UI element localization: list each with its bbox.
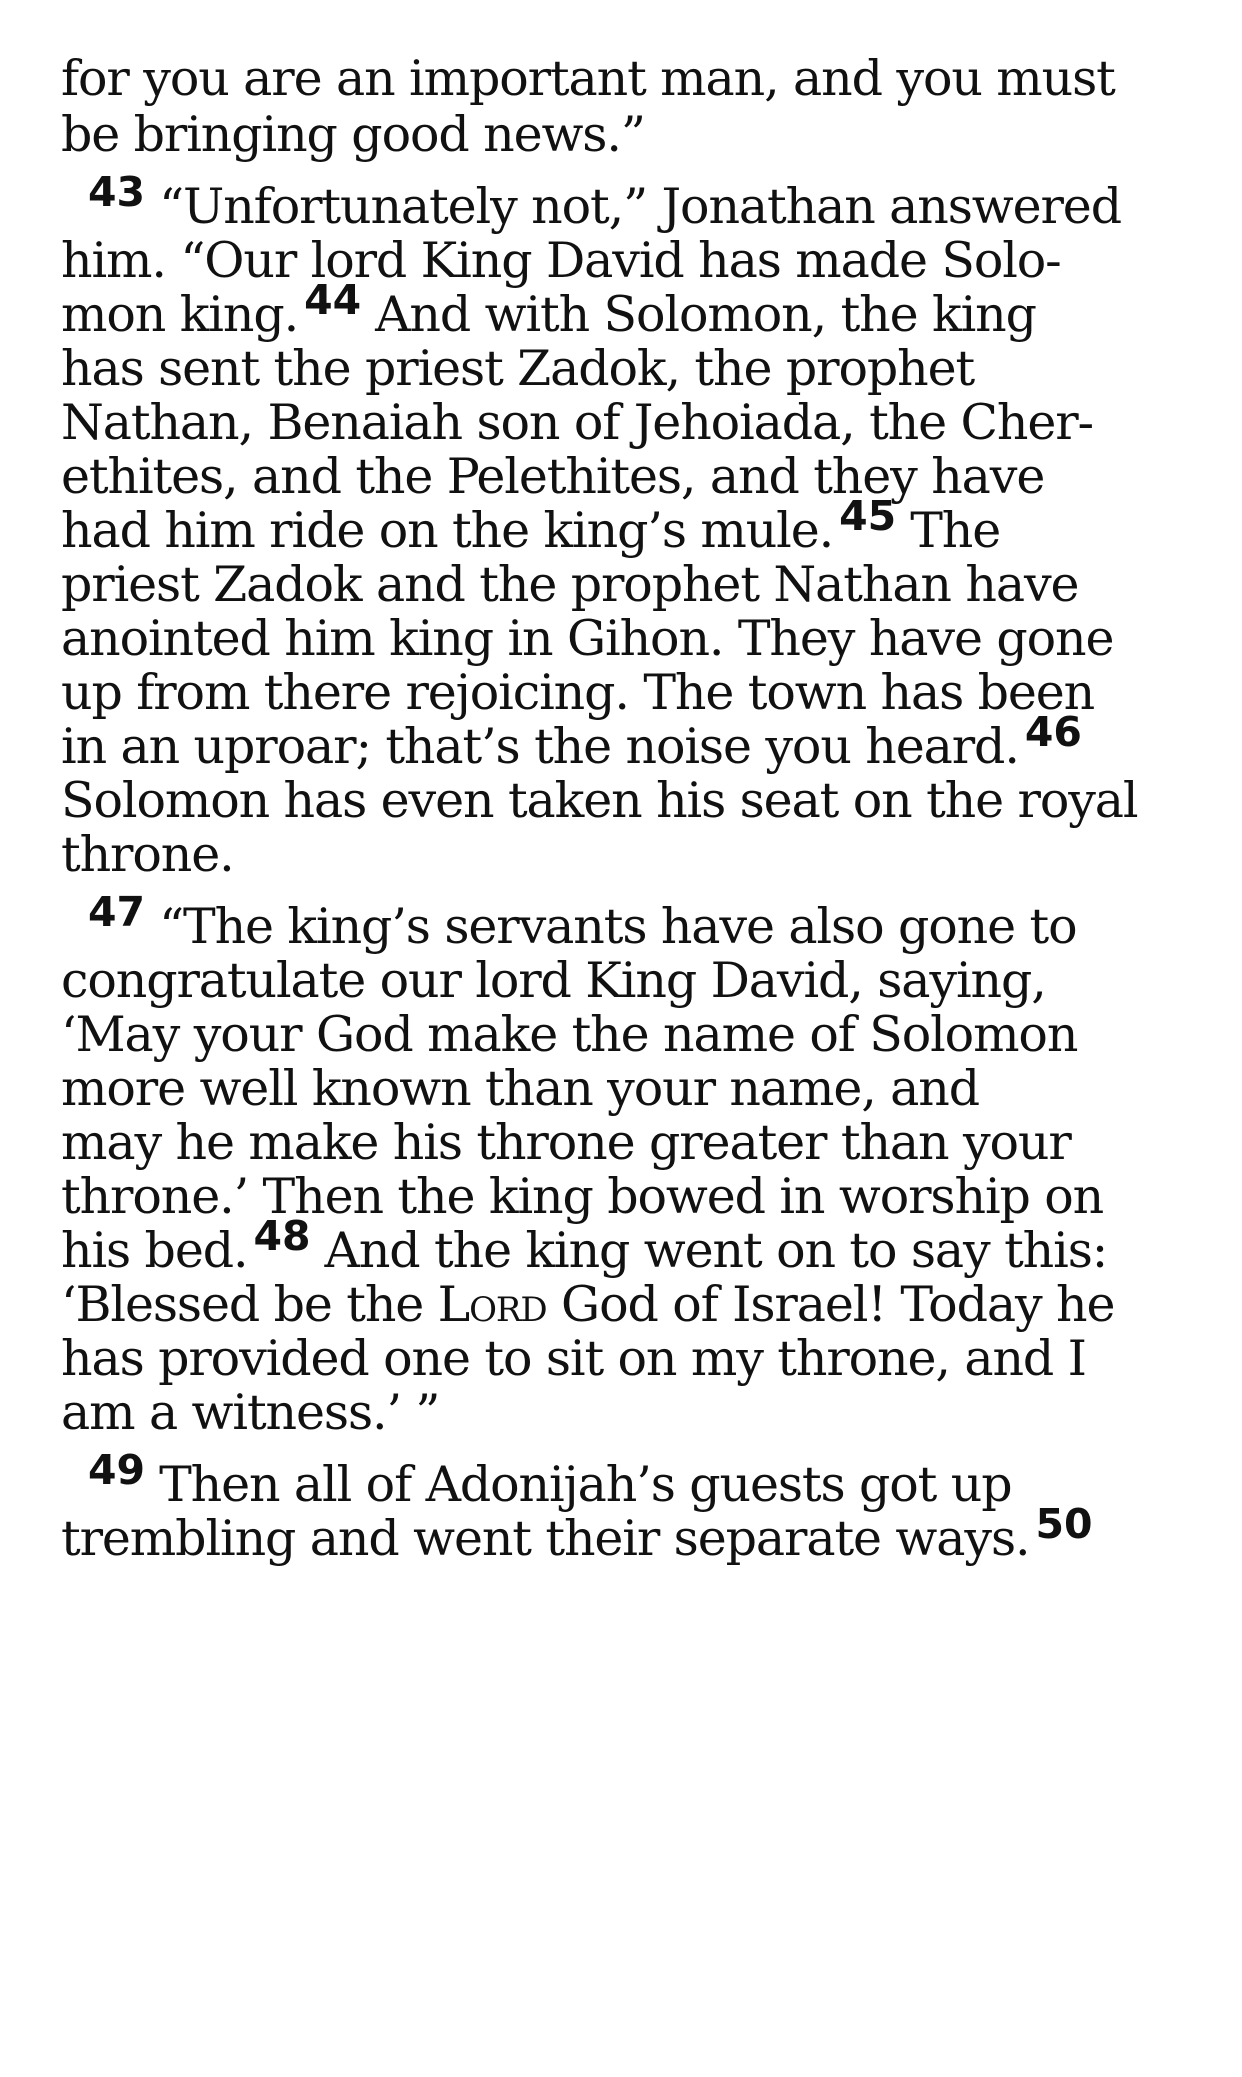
divine-name: Lord bbox=[437, 1276, 547, 1333]
text-line: in an uproar; that’s the noise you heard. $^{46}$ bbox=[61, 708, 1082, 775]
text-line: trembling and went their separate ways. $^{50}$ bbox=[61, 1500, 1093, 1567]
text-line: $^{43}$ “Unfortunately not,” Jonathan answered bbox=[88, 168, 1121, 235]
text-line: $^{49}$ Then all of Adonijah’s guests got up bbox=[88, 1446, 1012, 1513]
text-line: for you are an important man, and you must bbox=[61, 50, 1115, 107]
text-line: anointed him king in Gihon. They have gone bbox=[61, 610, 1114, 667]
text-line: up from there rejoicing. The town has been bbox=[61, 664, 1095, 721]
scripture-page bbox=[61, 0, 1191, 2077]
text-line: has sent the priest Zadok, the prophet bbox=[61, 340, 975, 397]
verse-number: 50 bbox=[1035, 1500, 1093, 1548]
text-line: throne.’ Then the king bowed in worship on bbox=[61, 1168, 1104, 1225]
text-line: his bed. $^{48}$ And the king went on to say this: bbox=[61, 1212, 1108, 1279]
text-line: more well known than your name, and bbox=[61, 1060, 980, 1117]
text-line: am a witness.’ ” bbox=[61, 1384, 440, 1441]
text-line: him. “Our lord King David has made Solo- bbox=[61, 232, 1061, 289]
text-line: ‘May your God make the name of Solomon bbox=[61, 1006, 1078, 1063]
text-line: has provided one to sit on my throne, and I bbox=[61, 1330, 1086, 1387]
text-line: throne. bbox=[61, 826, 234, 883]
text-line: priest Zadok and the prophet Nathan have bbox=[61, 556, 1079, 613]
text-line: had him ride on the king’s mule. $^{45}$ The bbox=[61, 492, 1001, 559]
text-line: ethites, and the Pelethites, and they have bbox=[61, 448, 1045, 505]
verse-number: 48 bbox=[253, 1212, 311, 1260]
verse-number: 45 bbox=[839, 492, 897, 540]
text-line: congratulate our lord King David, saying, bbox=[61, 952, 1046, 1009]
verse-number: 46 bbox=[1024, 708, 1082, 756]
verse-number: 43 bbox=[88, 168, 146, 216]
text-line: Nathan, Benaiah son of Jehoiada, the Cher- bbox=[61, 394, 1094, 451]
text-line: ‘Blessed be the Lord God of Israel! Today he bbox=[61, 1276, 1115, 1333]
verse-number: 49 bbox=[88, 1446, 146, 1494]
verse-number: 47 bbox=[88, 888, 146, 936]
text-line: $^{47}$ “The king’s servants have also gone to bbox=[88, 888, 1077, 955]
text-line: be bringing good news.” bbox=[61, 106, 645, 163]
text-line: mon king. $^{44}$ And with Solomon, the king bbox=[61, 276, 1036, 343]
text-line: may he make his throne greater than your bbox=[61, 1114, 1071, 1171]
verse-number: 44 bbox=[304, 276, 362, 324]
text-line: Solomon has even taken his seat on the royal bbox=[61, 772, 1138, 829]
